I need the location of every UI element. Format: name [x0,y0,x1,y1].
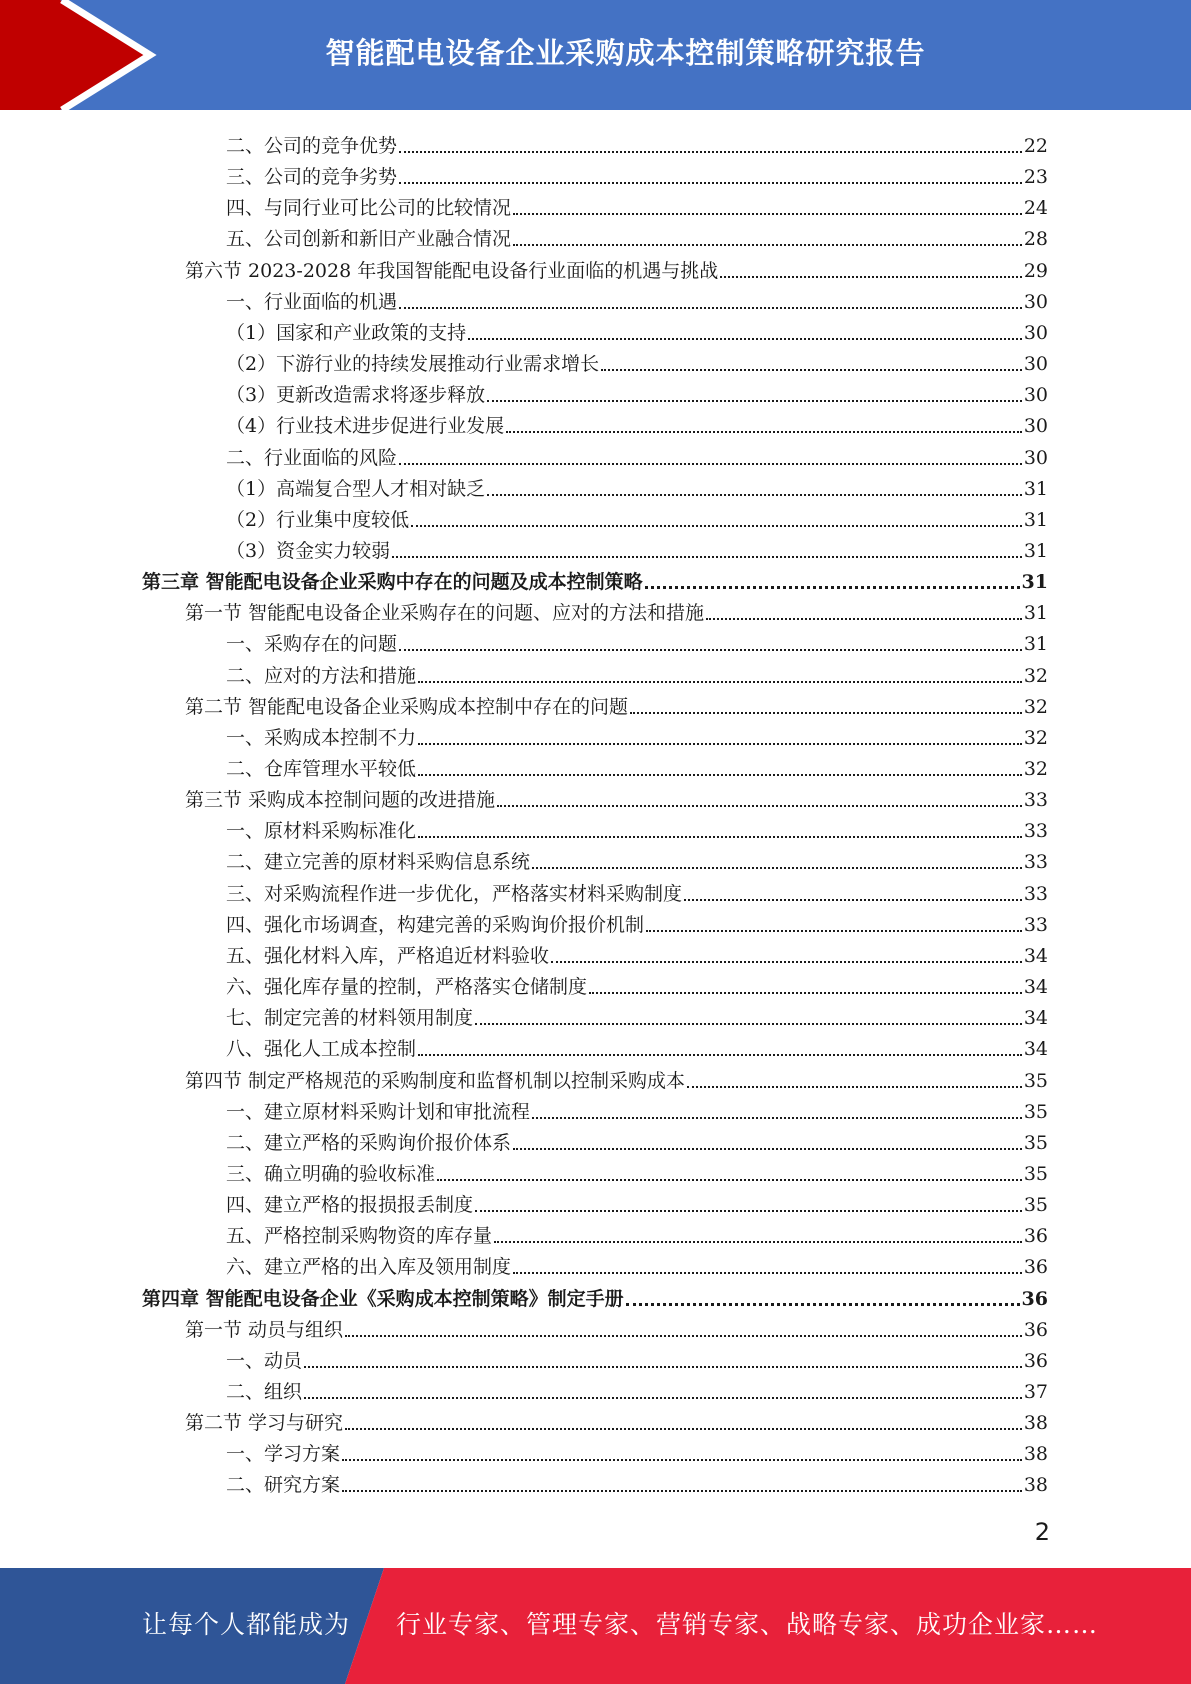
toc-entry[interactable] [226,314,1048,345]
toc-entry-page: 31 [1023,540,1048,562]
toc-entry-title: 五、强化材料入库，严格追近材料验收 [226,945,550,967]
toc-entry[interactable] [226,843,1048,874]
toc-entry[interactable] [185,1062,1048,1093]
toc-entry-page: 30 [1023,384,1048,406]
toc-entry-page: 34 [1023,1038,1048,1060]
toc-dot-leader [475,1021,1022,1025]
toc-entry-title: 一、采购存在的问题 [226,633,398,655]
page-footer [0,1568,1191,1684]
toc-dot-leader [475,1208,1022,1212]
toc-entry[interactable] [226,376,1048,407]
toc-dot-leader [468,336,1022,340]
toc-entry-title: 二、研究方案 [226,1474,341,1496]
toc-entry-page: 30 [1023,415,1048,437]
toc-dot-leader [342,1457,1022,1461]
toc-entry[interactable] [226,501,1048,532]
toc-dot-leader [392,554,1022,558]
toc-dot-leader [601,367,1022,371]
toc-entry-page: 30 [1023,291,1048,313]
toc-dot-leader [418,1052,1022,1056]
toc-entry[interactable] [226,1217,1048,1248]
toc-entry-page: 31 [1023,633,1048,655]
toc-entry-page: 31 [1023,602,1048,624]
toc-dot-leader [411,523,1022,527]
toc-dot-leader [513,1270,1022,1274]
toc-entry-page: 35 [1023,1194,1048,1216]
toc-entry[interactable] [226,439,1048,470]
toc-entry-page: 35 [1023,1163,1048,1185]
toc-dot-leader [399,647,1022,651]
toc-entry-title: 一、采购成本控制不力 [226,727,417,749]
toc-entry-title: 六、建立严格的出入库及领用制度 [226,1256,512,1278]
toc-entry-page: 38 [1023,1443,1048,1465]
toc-entry-title: 第三章 智能配电设备企业采购中存在的问题及成本控制策略 [142,571,643,593]
toc-dot-leader [345,1333,1022,1337]
toc-entry-title: 二、应对的方法和措施 [226,665,417,687]
toc-dot-leader [720,274,1022,278]
toc-entry[interactable] [185,688,1048,719]
toc-entry[interactable] [185,1311,1048,1342]
toc-entry-page: 30 [1023,447,1048,469]
toc-entry-page: 23 [1023,166,1048,188]
toc-dot-leader [418,772,1022,776]
toc-entry[interactable] [226,1435,1048,1466]
toc-entry-title: 一、动员 [226,1350,303,1372]
toc-entry[interactable] [226,812,1048,843]
toc-entry[interactable] [226,158,1048,189]
toc-entry-page: 33 [1023,883,1048,905]
toc-entry-page: 32 [1023,665,1048,687]
toc-entry-title: 一、原材料采购标准化 [226,820,417,842]
toc-dot-leader [684,897,1022,901]
toc-entry[interactable] [226,189,1048,220]
toc-entry[interactable] [226,1155,1048,1186]
toc-entry-page: 31 [1023,478,1048,500]
toc-dot-leader [399,461,1022,465]
toc-dot-leader [399,180,1022,184]
toc-entry-title: 三、对采购流程作进一步优化，严格落实材料采购制度 [226,883,683,905]
toc-entry[interactable] [226,407,1048,438]
toc-entry-page: 34 [1023,976,1048,998]
toc-entry-title: （3）资金实力较弱 [226,540,391,562]
toc-entry-title: 四、建立严格的报损报丢制度 [226,1194,474,1216]
chevron-arrow-icon [0,0,160,110]
toc-entry-page: 36 [1023,1256,1048,1278]
toc-dot-leader [399,305,1022,309]
toc-entry-title: 第四节 制定严格规范的采购制度和监督机制以控制采购成本 [185,1070,686,1092]
toc-entry-page: 35 [1023,1070,1048,1092]
toc-entry[interactable] [226,283,1048,314]
toc-dot-leader [506,429,1022,433]
chevron-red-shape [0,0,148,110]
toc-entry[interactable] [226,750,1048,781]
toc-entry[interactable] [226,1093,1048,1124]
toc-entry-title: 第一节 动员与组织 [185,1319,344,1341]
toc-entry-title: 二、建立严格的采购询价报价体系 [226,1132,512,1154]
toc-entry[interactable] [142,1280,1048,1311]
toc-entry-title: （4）行业技术进步促进行业发展 [226,415,505,437]
toc-dot-leader [497,803,1022,807]
toc-dot-leader [345,1426,1022,1430]
toc-entry-page: 33 [1023,789,1048,811]
toc-dot-leader [342,1488,1022,1492]
toc-entry[interactable] [226,968,1048,999]
toc-dot-leader [304,1395,1022,1399]
toc-dot-leader [551,959,1022,963]
report-title: 智能配电设备企业采购成本控制策略研究报告 [325,36,926,70]
toc-dot-leader [645,584,1020,589]
toc-entry-page: 34 [1023,1007,1048,1029]
toc-entry[interactable] [226,657,1048,688]
toc-dot-leader [399,149,1022,153]
toc-entry[interactable] [142,563,1048,594]
toc-entry-page: 32 [1023,727,1048,749]
toc-entry-title: 第三节 采购成本控制问题的改进措施 [185,789,496,811]
toc-entry-title: 第二节 智能配电设备企业采购成本控制中存在的问题 [185,696,629,718]
toc-dot-leader [532,1115,1022,1119]
toc-entry[interactable] [226,937,1048,968]
footer-slogan-left: 让每个人都能成为 [142,1610,351,1639]
toc-entry-title: 三、公司的竞争劣势 [226,166,398,188]
toc-entry-page: 29 [1023,260,1048,282]
toc-entry-title: 八、强化人工成本控制 [226,1038,417,1060]
toc-dot-leader [687,1084,1022,1088]
toc-entry-page: 38 [1023,1412,1048,1434]
toc-dot-leader [589,990,1022,994]
toc-entry-title: 四、强化市场调查，构建完善的采购询价报价机制 [226,914,645,936]
toc-entry-title: 第六节 2023-2028 年我国智能配电设备行业面临的机遇与挑战 [185,260,719,282]
toc-entry[interactable] [226,719,1048,750]
toc-entry-title: 二、行业面临的风险 [226,447,398,469]
toc-dot-leader [304,1364,1022,1368]
toc-entry-page: 36 [1021,1288,1048,1310]
toc-entry-page: 36 [1023,1319,1048,1341]
toc-entry[interactable] [226,1248,1048,1279]
toc-dot-leader [494,1239,1022,1243]
toc-entry-page: 30 [1023,353,1048,375]
toc-entry-title: 四、与同行业可比公司的比较情况 [226,197,512,219]
toc-entry-page: 35 [1023,1132,1048,1154]
toc-entry-page: 34 [1023,945,1048,967]
toc-entry-title: 二、建立完善的原材料采购信息系统 [226,851,531,873]
toc-dot-leader [532,865,1022,869]
toc-entry[interactable] [226,1186,1048,1217]
toc-entry-page: 32 [1023,696,1048,718]
toc-entry[interactable] [185,252,1048,283]
toc-entry-title: （2）下游行业的持续发展推动行业需求增长 [226,353,600,375]
toc-entry[interactable] [226,220,1048,251]
toc-entry[interactable] [226,532,1048,563]
toc-entry-title: （3）更新改造需求将逐步释放 [226,384,486,406]
toc-entry-page: 31 [1023,509,1048,531]
toc-entry-title: 三、确立明确的验收标准 [226,1163,436,1185]
toc-entry-title: 一、行业面临的机遇 [226,291,398,313]
toc-entry-title: 七、制定完善的材料领用制度 [226,1007,474,1029]
toc-entry-title: （1）高端复合型人才相对缺乏 [226,478,486,500]
toc-entry[interactable] [226,1342,1048,1373]
toc-entry-title: （2）行业集中度较低 [226,509,410,531]
toc-entry[interactable] [226,127,1048,158]
toc-dot-leader [487,492,1022,496]
toc-entry-page: 38 [1023,1474,1048,1496]
footer-slogan-right: 行业专家、管理专家、营销专家、战略专家、成功企业家…… [396,1610,1099,1639]
toc-entry[interactable] [226,1466,1048,1497]
toc-entry[interactable] [185,781,1048,812]
toc-entry-title: 五、公司创新和新旧产业融合情况 [226,228,512,250]
toc-dot-leader [418,834,1022,838]
toc-entry-page: 37 [1023,1381,1048,1403]
toc-entry[interactable] [226,1124,1048,1155]
page-number: 2 [1034,1518,1050,1546]
toc-entry-page: 32 [1023,758,1048,780]
toc-dot-leader [626,1301,1020,1306]
toc-entry[interactable] [185,1404,1048,1435]
toc-entry-page: 33 [1023,820,1048,842]
toc-entry-page: 22 [1023,135,1048,157]
toc-dot-leader [513,242,1022,246]
toc-entry-page: 31 [1021,571,1048,593]
toc-entry[interactable] [226,345,1048,376]
toc-entry-page: 28 [1023,228,1048,250]
toc-entry-title: 二、组织 [226,1381,303,1403]
toc-entry-title: 二、仓库管理水平较低 [226,758,417,780]
toc-entry-page: 35 [1023,1101,1048,1123]
toc-dot-leader [706,616,1022,620]
toc-entry-page: 33 [1023,851,1048,873]
toc-entry[interactable] [226,1373,1048,1404]
toc-entry-title: （1）国家和产业政策的支持 [226,322,467,344]
toc-dot-leader [418,679,1022,683]
toc-entry-title: 第四章 智能配电设备企业《采购成本控制策略》制定手册 [142,1288,624,1310]
toc-entry[interactable] [226,625,1048,656]
toc-entry[interactable] [185,594,1048,625]
toc-dot-leader [513,1146,1022,1150]
toc-entry[interactable] [226,470,1048,501]
toc-entry-title: 第一节 智能配电设备企业采购存在的问题、应对的方法和措施 [185,602,705,624]
toc-entry-title: 六、强化库存量的控制，严格落实仓储制度 [226,976,588,998]
toc-entry-page: 36 [1023,1350,1048,1372]
toc-dot-leader [513,211,1022,215]
toc-entry[interactable] [226,875,1048,906]
toc-dot-leader [437,1177,1022,1181]
page-header [0,0,1191,110]
toc-dot-leader [646,928,1022,932]
toc-entry-title: 一、学习方案 [226,1443,341,1465]
toc-entry-title: 五、严格控制采购物资的库存量 [226,1225,493,1247]
toc-entry[interactable] [226,906,1048,937]
toc-entry-title: 第二节 学习与研究 [185,1412,344,1434]
toc-entry-page: 24 [1023,197,1048,219]
toc-entry[interactable] [226,1030,1048,1061]
toc-entry[interactable] [226,999,1048,1030]
toc-entry-title: 二、公司的竞争优势 [226,135,398,157]
toc-entry-page: 36 [1023,1225,1048,1247]
toc-entry-page: 30 [1023,322,1048,344]
toc-entry-page: 33 [1023,914,1048,936]
toc-entry-title: 一、建立原材料采购计划和审批流程 [226,1101,531,1123]
toc-dot-leader [487,398,1022,402]
toc-dot-leader [630,710,1022,714]
toc-dot-leader [418,741,1022,745]
